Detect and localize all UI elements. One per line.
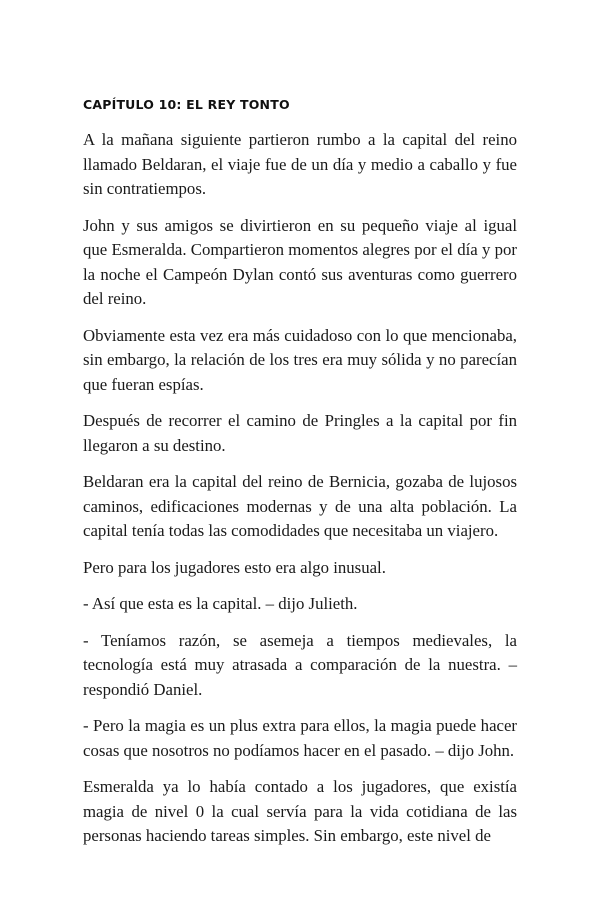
paragraph-2: John y sus amigos se divirtieron en su pequeño viaje al igual que Esmeralda. Compartieron momentos alegres por el día y por la noche el Campeón Dylan contó sus aventuras como guerrero del reino. [83, 215, 517, 308]
dialogue-daniel: - Teníamos razón, se asemeja a tiempos medievales, la tecnología está muy atrasada a comparación de la nuestra. – respondió Daniel. [83, 630, 517, 699]
book-page [83, 96, 517, 861]
paragraph-10: Esmeralda ya lo había contado a los jugadores, que existía magia de nivel 0 la cual servía para la vida cotidiana de las personas haciendo tareas simples. Sin embargo, este nivel de [83, 777, 517, 845]
paragraph-4: Después de recorrer el camino de Pringles a la capital por fin llegaron a su destino. [83, 411, 517, 455]
dialogue-john: - Pero la magia es un plus extra para ellos, la magia puede hacer cosas que nosotros no podíamos hacer en el pasado. – dijo John. [83, 716, 517, 760]
paragraph-5: Beldaran era la capital del reino de Bernicia, gozaba de lujosos caminos, edificaciones modernas y de una alta población. La capital tenía todas las comodidades que necesitaba un viajero. [83, 472, 517, 540]
paragraph-3: Obviamente esta vez era más cuidadoso con lo que mencionaba, sin embargo, la relación de los tres era muy sólida y no parecían que fueran espías. [83, 325, 517, 394]
dialogue-julieth: - Así que esta es la capital. – dijo Julieth. [83, 594, 358, 613]
paragraph-1: A la mañana siguiente partieron rumbo a la capital del reino llamado Beldaran, el viaje fue de un día y medio a caballo y fue sin contratiempos. [83, 130, 517, 198]
paragraph-6: Pero para los jugadores esto era algo inusual. [83, 557, 386, 577]
chapter-title: CAPÍTULO 10: EL REY TONTO [83, 97, 290, 112]
